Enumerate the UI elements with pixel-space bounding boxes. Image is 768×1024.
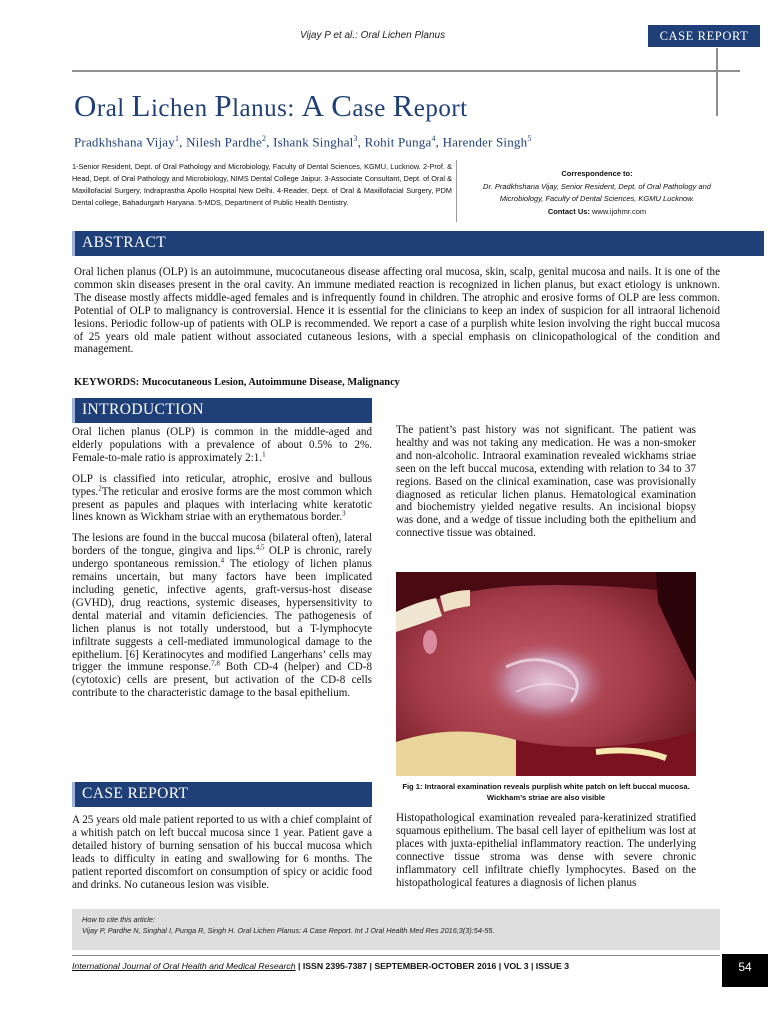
journal-meta: | ISSN 2395-7387 | SEPTEMBER-OCTOBER 2016 | VOL 3 | ISSUE 3 [295, 961, 570, 971]
figure-caption: Fig 1: Intraoral examination reveals purplish white patch on left buccal mucosa. Wickham’s striae are also visible [402, 782, 690, 802]
author-name: Ishank Singhal [273, 134, 354, 150]
case-report-history [396, 424, 696, 540]
case-report-heading: CASE REPORT [82, 785, 189, 802]
contact-link[interactable]: www.ijohmr.com [592, 206, 647, 216]
intraoral-photo-graphic [396, 572, 696, 776]
section-tag: CASE REPORT [648, 25, 760, 47]
header-vertical-rule [716, 48, 718, 116]
author-name: Harender Singh [442, 134, 528, 150]
citation-box [72, 909, 720, 950]
paragraph: Histopathological examination revealed para-keratinized stratified squamous epithelium. The basal cell layer of epithelium was lost at places with juxta-epithelial inflammatory reaction. The underlying connective tissue stroma was dense with severe chronic inflammatory cell infiltrate chiefly lymphocytes. Based on the histopathological features a diagnosis of lichen planus [396, 812, 696, 889]
journal-name[interactable]: International Journal of Oral Health and Medical Research [72, 961, 296, 971]
running-head: Vijay P et al.: Oral Lichen Planus [300, 30, 446, 41]
keywords: KEYWORDS: Mucocutaneous Lesion, Autoimmune Disease, Malignancy [74, 377, 400, 388]
correspondence-body: Dr. Pradkhshana Vijay, Senior Resident, Dept. of Oral Pathology and Microbiology, Faculty of Dental Sciences, KGMU Lucknow. [483, 181, 711, 203]
header-rule [72, 70, 740, 72]
intraoral-photo [396, 572, 696, 776]
paragraph: The patient’s past history was not significant. The patient was healthy and was not taking any medication. He was a non-smoker and non-alcoholic. Intraoral examination revealed wickhams striae seen on the left buccal mucosa, extending with relation to 34 to 37 regions. Based on the clinical examination, case was provisionally diagnosed as reticular lichen planus. Hematological examination and biochemistry yielded negative results. An incisional biopsy was done, and a wedge of tissue including both the epithelium and connective tissue was obtained. [396, 424, 696, 540]
affiliation-divider [456, 160, 457, 222]
correspondence-heading: Correspondence to: [561, 169, 633, 178]
introduction-heading: INTRODUCTION [82, 401, 204, 418]
author-name: Nilesh Pardhe [186, 134, 262, 150]
abstract-text: Oral lichen planus (OLP) is an autoimmune, mucocutaneous disease affecting oral mucosa, skin, scalp, genital mucosa and nails. It is one of the common skin diseases present in the oral cavity. An immune mediated reaction is recognized in lichen planus, but exact etiology is unknown. The disease mostly affects middle-aged females and is infrequently found in children. The atrophic and erosive forms of OLP are less common. Potential of OLP to malignancy is controversial. Hence it is essential for the clinicians to keep an index of suspicion for all intraoral lichenoid lesions. Periodic follow-up of patients with OLP is recommended. We report a case of a purplish white lesion involving the right buccal mucosa of 25 years old male patient without associated cutaneous lesions, with a special emphasis on clinicopathological of the condition and management. [74, 266, 720, 356]
case-report-histopathology [396, 812, 696, 889]
author-name: Rohit Punga [364, 134, 432, 150]
case-report-heading-bar [72, 782, 372, 807]
paragraph: The lesions are found in the buccal mucosa (bilateral often), lateral borders of the tongue, gingiva and lips.$^{4,5}$ OLP is chronic, rarely undergo spontaneous remission.$^4$ The etiology of lichen planus remains uncertain, but many factors have been implicated including genetic, infective agents, graft-versus-host disease (GVHD), drug reactions, systemic diseases, hypersensitivity to dental material and vitamin deficiencies. The pathogenesis of lichen planus is not totally understood, but a T-lymphocyte infiltrate suggests a cell-mediated immunological damage to the epithelium. [6] Keratinocytes and modified Langerhans’ cells may trigger the immune response.$^{7,8}$ Both CD-4 (helper) and CD-8 (cytotoxic) cells are present, but activation of the CD-8 cells contribute to the characteristic damage to the basal epithelium. [72, 532, 372, 700]
citation-label: How to cite this article: [82, 915, 155, 924]
case-report-body [72, 814, 372, 899]
contact-line: Contact Us: www.ijohmr.com [547, 206, 647, 216]
introduction-heading-bar [72, 398, 372, 423]
author-name: Pradkhshana Vijay [74, 134, 175, 150]
citation-text: Vijay P, Pardhe N, Singhal I, Punga R, Singh H. Oral Lichen Planus: A Case Report. Int J Oral Health Med Res 2016;3(3):54-55. [82, 926, 495, 935]
paragraph: OLP is classified into reticular, atrophic, erosive and bullous types.$^2$The reticular and erosive forms are the most common which present as papules and plaques with interlacing white keratotic lines known as Wickham striae with an erythematous border.$^3$ [72, 472, 372, 524]
introduction-body [72, 426, 372, 708]
paragraph: A 25 years old male patient reported to us with a chief complaint of a whitish patch on left buccal mucosa since 1 year. Patient gave a detailed history of burning sensation of his buccal mucosa which leads to difficulty in eating and swallowing for 6 months. The patient reported discomfort on consumption of spicy or acidic food and drinks. No cutaneous lesion was visible. [72, 814, 372, 891]
paragraph: Oral lichen planus (OLP) is common in the middle-aged and elderly populations with a prevalence of about 0.5% to 2%. Female-to-male ratio is approximately 2:1.$^1$ [72, 426, 372, 464]
footer-rule [72, 955, 720, 956]
author-list: Pradkhshana Vijay$^1$, Nilesh Pardhe$^2$, Ishank Singhal$^3$, Rohit Punga$^4$, Harender Singh$^5$ [74, 134, 532, 150]
article-title: Oral Lichen Planus: A Case Report [74, 88, 468, 123]
affiliations: 1-Senior Resident, Dept. of Oral Pathology and Microbiology, Faculty of Dental Sciences, KGMU, Lucknow. 2-Prof. & Head, Dept. of Oral Pathology and Microbiology, NIMS Dental College Jaipur. 3-Associate Consultant, Dept. of Oral & Maxillofacial Surgery, Indraprastha Apollo Hospital New Delhi. 4-Reader, Dept. of Oral & Maxillofacial Surgery, PDM Dental college, Bahadurgarh Haryana. 5-MDS, Department of Public Health Dentistry. [72, 162, 452, 207]
page-number: 54 [722, 954, 768, 987]
footer [72, 961, 569, 971]
abstract-heading: ABSTRACT [82, 234, 167, 251]
abstract-heading-bar [72, 231, 764, 256]
correspondence [462, 168, 732, 218]
